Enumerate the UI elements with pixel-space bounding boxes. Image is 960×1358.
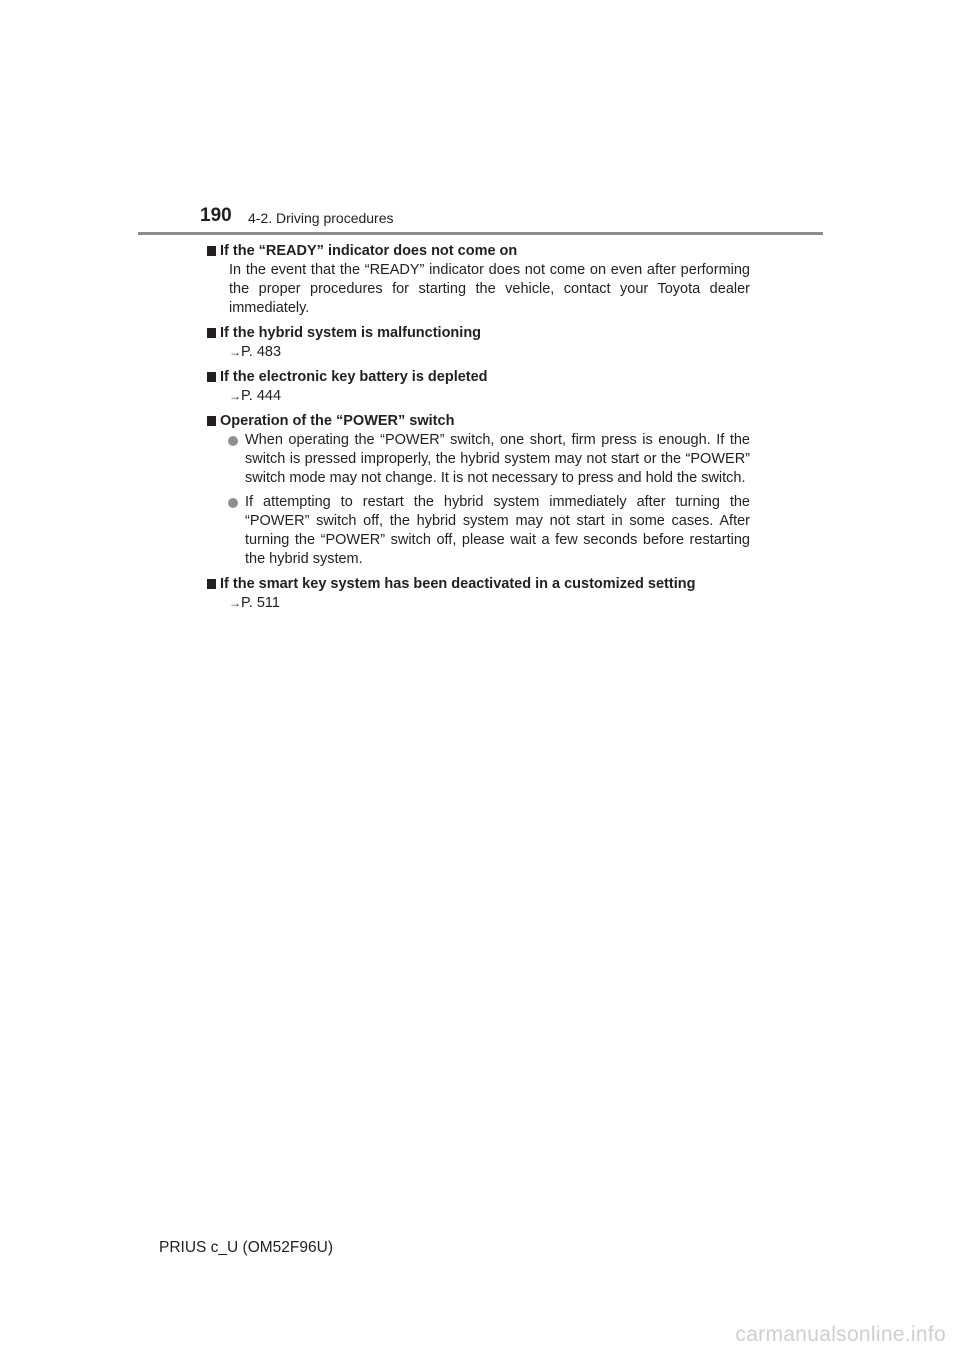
- note-hybrid-malfunction: [207, 324, 750, 362]
- page-reference[interactable]: [207, 387, 750, 406]
- page-reference[interactable]: [207, 594, 750, 613]
- list-item: [207, 493, 750, 569]
- note-heading: Operation of the “POWER” switch: [220, 413, 455, 429]
- arrow-right-icon: →: [229, 345, 241, 359]
- square-bullet-icon: [207, 372, 216, 382]
- square-bullet-icon: [207, 579, 216, 589]
- footer-model: PRIUS c_U (OM52F96U): [159, 1239, 333, 1256]
- header-rule: [138, 232, 823, 235]
- arrow-right-icon: →: [229, 596, 241, 610]
- note-heading: If the electronic key battery is depleted: [220, 369, 488, 385]
- square-bullet-icon: [207, 246, 216, 256]
- watermark: carmanualsonline.info: [735, 1323, 946, 1346]
- note-key-battery: [207, 368, 750, 406]
- section-title: 4-2. Driving procedures: [248, 210, 394, 226]
- page-content: [207, 242, 750, 619]
- note-heading: If the “READY” indicator does not come on: [220, 243, 518, 259]
- page-reference-text: P. 511: [241, 595, 280, 611]
- page-header: [200, 204, 822, 232]
- square-bullet-icon: [207, 416, 216, 426]
- note-heading: If the hybrid system is malfunctioning: [220, 325, 482, 341]
- note-power-switch: [207, 412, 750, 569]
- page-number: 190: [200, 205, 232, 226]
- arrow-right-icon: →: [229, 389, 241, 403]
- page-reference[interactable]: [207, 343, 750, 362]
- note-smart-key: [207, 575, 750, 613]
- page-reference-text: P. 483: [241, 344, 282, 360]
- note-ready-indicator: [207, 242, 750, 318]
- page-reference-text: P. 444: [241, 388, 282, 404]
- circle-bullet-icon: [228, 498, 238, 508]
- note-body: In the event that the “READY” indicator does not come on even after performing the proper procedures for starting the vehicle, contact your Toyota dealer immediately.: [229, 262, 750, 316]
- circle-bullet-icon: [228, 436, 238, 446]
- note-heading: If the smart key system has been deactivated in a customized setting: [220, 576, 696, 592]
- list-item: [207, 431, 750, 488]
- square-bullet-icon: [207, 328, 216, 338]
- list-item-text: If attempting to restart the hybrid system immediately after turning the “POWER” switch off, the hybrid system may not start in some cases. After turning the “POWER” switch off, please wait a few seconds before restarting the hybrid system.: [245, 494, 750, 567]
- list-item-text: When operating the “POWER” switch, one short, firm press is enough. If the switch is pressed improperly, the hybrid system may not start or the “POWER” switch mode may not change. It is not necessary to press and hold the switch.: [245, 432, 750, 486]
